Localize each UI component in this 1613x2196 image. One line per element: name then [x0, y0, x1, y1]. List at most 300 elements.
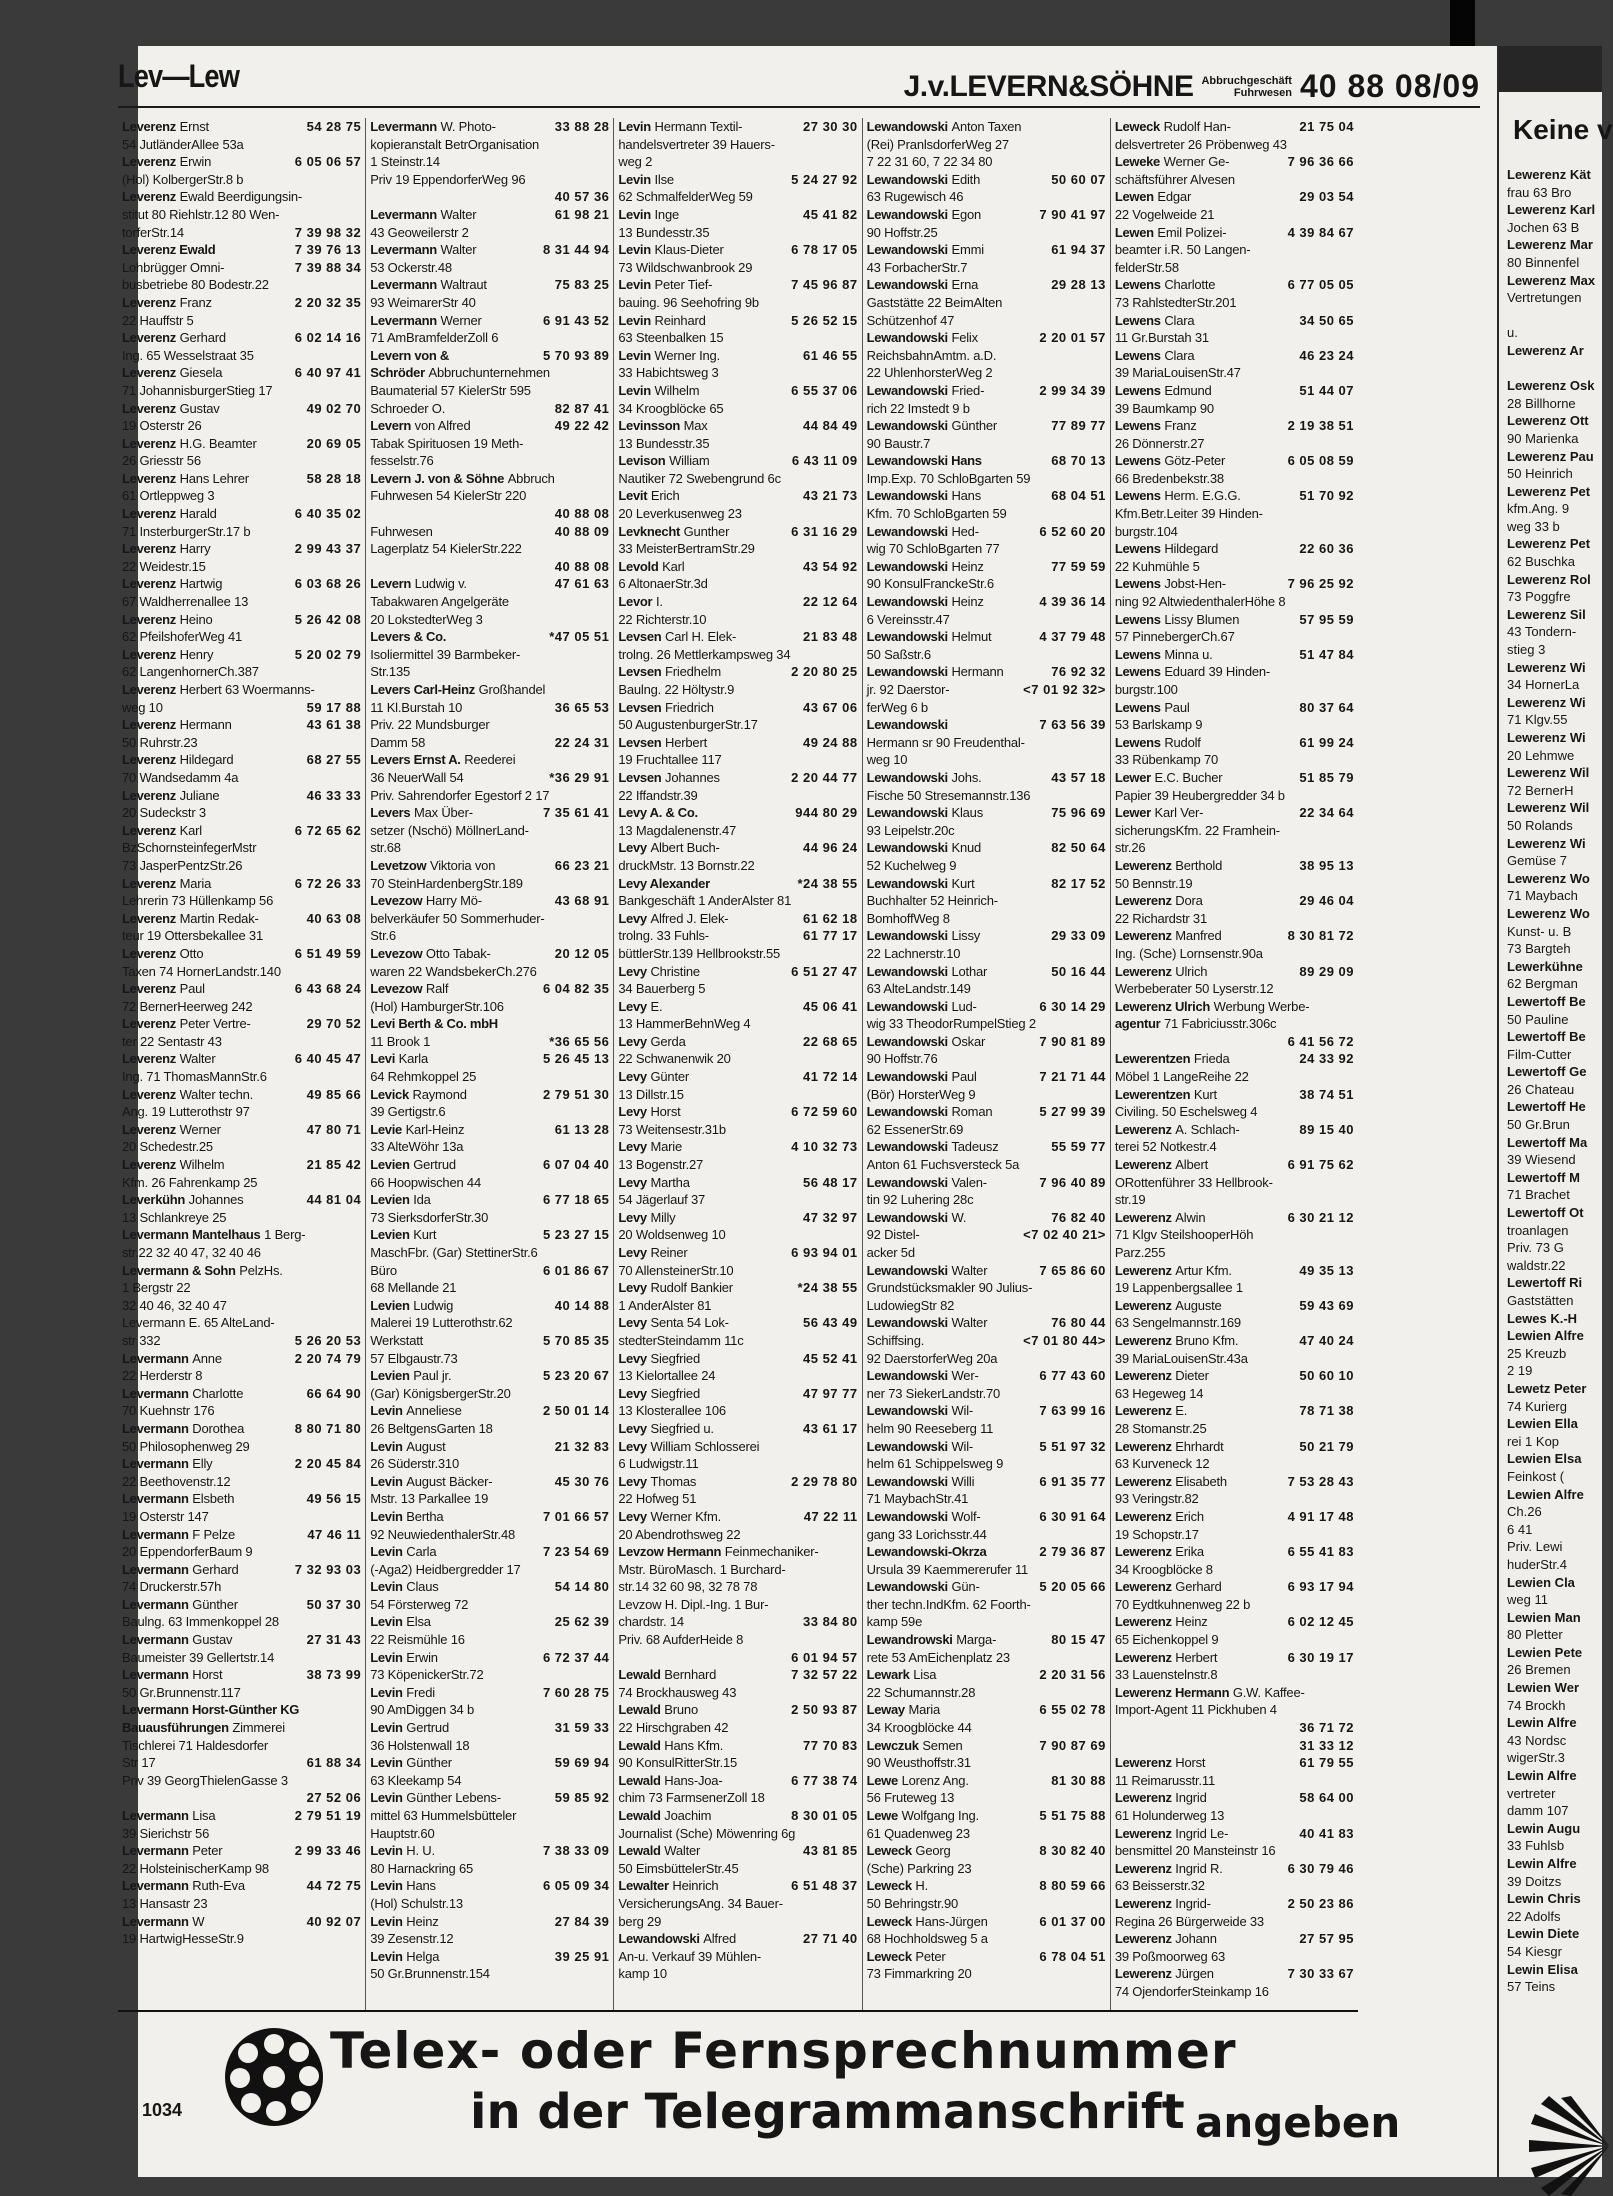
listing-line	[1115, 1631, 1354, 1649]
listing-detail: Karla	[398, 1051, 429, 1067]
listing-detail: 20 Leverkusenweg 23	[618, 506, 742, 522]
listing-detail: wig 70 SchloBgarten 77	[866, 541, 1000, 557]
listing-detail: Erika	[1175, 1544, 1204, 1560]
listing-phone: 6 30 91 64	[1039, 1508, 1106, 1524]
listing-phone: 82 87 41	[554, 400, 610, 416]
listing-line	[1115, 1473, 1354, 1491]
adjacent-page-line: Lewerenz Wi	[1507, 694, 1586, 710]
listing-line	[122, 417, 361, 435]
listing-line	[1115, 910, 1354, 928]
listing-name: Lewens	[1114, 488, 1161, 504]
listing-detail: ning 92 AltwiedenthalerHöhe 8	[1114, 594, 1286, 610]
listing-phone: 6 77 05 05	[1287, 277, 1355, 293]
listing-detail: Clara	[1164, 312, 1195, 328]
listing-line	[370, 1015, 609, 1033]
listing-phone: 7 90 81 89	[1039, 1033, 1106, 1049]
listing-detail: Ingrid Le-	[1175, 1825, 1229, 1841]
listing-line	[1115, 259, 1354, 277]
listing-line	[122, 487, 361, 505]
listing-line	[1115, 417, 1354, 435]
listing-name: Bauausführungen	[122, 1720, 229, 1736]
listing-name: Levermann	[122, 1913, 189, 1929]
listing-detail: 62 SchmalfelderWeg 59	[618, 189, 753, 205]
listing-detail: Fische 50 Stresemannstr.136	[866, 787, 1031, 803]
listing-line	[122, 751, 361, 769]
listing-detail: (Hol) Schulstr.13	[370, 1895, 463, 1911]
listing-detail: 90 AmDiggen 34 b	[370, 1702, 474, 1718]
listing-detail: Ewald Beerdigungsin-	[179, 189, 303, 205]
listing-detail: 57 PinnebergerCh.67	[1114, 629, 1235, 645]
listing-line	[1115, 593, 1354, 611]
adjacent-page-line: Lewertoff Be	[1507, 993, 1586, 1009]
listing-phone: 68 27 55	[306, 752, 362, 768]
listing-line	[370, 1631, 609, 1649]
listing-detail: 68 Hochholdsweg 5 a	[866, 1931, 988, 1947]
listing-detail: Klaus-Dieter	[654, 242, 724, 258]
listing-detail: Kfm.Betr.Leiter 39 Hinden-	[1114, 506, 1263, 522]
listing-line	[618, 998, 857, 1016]
listing-line	[867, 1490, 1106, 1508]
listing-detail: Paul	[1164, 699, 1190, 715]
listing-phone: *36 29 91	[549, 769, 610, 785]
listing-detail: str 332	[122, 1332, 161, 1348]
listing-line	[867, 1737, 1106, 1755]
listing-detail: Peter	[915, 1948, 946, 1964]
listing-detail: Herm. E.G.G.	[1164, 488, 1241, 504]
listing-line	[370, 1385, 609, 1403]
adjacent-page-line: 50 Rolands	[1507, 817, 1573, 833]
listing-phone: 56 43 49	[803, 1315, 858, 1331]
listing-detail: Möbel 1 LangeReihe 22	[1114, 1069, 1249, 1085]
listing-line	[370, 382, 609, 400]
listing-name: Lewandowski	[866, 1315, 948, 1331]
listing-phone: 61 77 17	[803, 928, 858, 944]
listing-name: Lewens	[1114, 382, 1161, 398]
listing-line	[867, 1930, 1106, 1948]
listing-detail: Isoliermittel 39 Barmbeker-	[370, 646, 521, 662]
listing-line	[370, 171, 609, 189]
listing-name: Leverenz	[122, 294, 176, 310]
listing-phone: 6 30 79 46	[1287, 1860, 1355, 1876]
listing-phone: 944 80 29	[795, 805, 858, 821]
listing-detail: Abbruchunternehmen	[428, 365, 550, 381]
listing-detail: Nautiker 72 Swebengrund 6c	[618, 470, 781, 486]
listing-name: Levermann	[370, 277, 437, 293]
listing-line	[867, 1631, 1106, 1649]
listing-detail: W	[192, 1913, 205, 1929]
listing-phone: 44 96 24	[803, 840, 858, 856]
listing-detail: Peter	[192, 1843, 223, 1859]
listing-name: Lewandowski	[866, 1209, 948, 1225]
listing-phone: 2 20 01 57	[1039, 330, 1106, 346]
listing-name: Lewandowski	[866, 875, 948, 891]
listing-phone: 2 50 93 87	[791, 1702, 858, 1718]
listing-detail: 74 OjendorferSteinkamp 16	[1114, 1983, 1269, 1999]
listing-detail	[618, 1650, 621, 1665]
listing-name: Lewandowski	[866, 277, 948, 293]
listing-detail: H.G. Beamter	[179, 435, 257, 451]
listing-phone: 5 51 97 32	[1039, 1438, 1106, 1454]
adjacent-page-line: 74 Kurierg	[1507, 1398, 1567, 1414]
listing-detail: Erich	[650, 488, 680, 504]
listing-detail: Schützenhof 47	[866, 312, 955, 328]
listing-line	[867, 769, 1106, 787]
listing-name: Levin	[370, 1614, 403, 1630]
listing-name: Levy	[618, 1473, 647, 1489]
listing-line	[1115, 734, 1354, 752]
listing-line	[122, 329, 361, 347]
adjacent-page-line: Lewerenz Pau	[1507, 448, 1594, 464]
listing-line	[122, 769, 361, 787]
listing-detail: 13 Bundesstr.35	[618, 435, 710, 451]
listing-line	[618, 1860, 857, 1878]
listing-line	[867, 206, 1106, 224]
listing-phone: 29 28 13	[1051, 277, 1106, 293]
listing-line	[867, 1438, 1106, 1456]
listing-phone: 6 55 02 78	[1039, 1702, 1106, 1718]
listing-line	[867, 1613, 1106, 1631]
listing-detail: 13 Hansastr 23	[122, 1895, 208, 1911]
listing-name: Lewerenz	[1114, 1121, 1172, 1137]
listing-detail: 19 HartwigHesseStr.9	[122, 1931, 244, 1947]
listing-line	[122, 1877, 361, 1895]
listing-line	[618, 540, 857, 558]
listing-name: Leverenz	[122, 611, 176, 627]
listing-detail: Ing. 65 Wesselstraat 35	[122, 347, 254, 363]
listing-name: Levin	[370, 1403, 403, 1419]
adjacent-page-line: Lewerenz Rol	[1507, 571, 1591, 587]
listing-phone: 21 75 04	[1299, 119, 1355, 134]
listing-line	[122, 1543, 361, 1561]
listing-line	[370, 188, 609, 206]
listing-phone: 55 59 77	[1051, 1139, 1106, 1155]
adjacent-page-line: Feinkost (	[1507, 1468, 1565, 1484]
adjacent-page-line: Lewertoff Ot	[1507, 1205, 1584, 1221]
listing-phone: 34 50 65	[1299, 312, 1355, 328]
listing-line	[1115, 787, 1354, 805]
listing-detail: 22 UhlenhorsterWeg 2	[866, 365, 993, 381]
listing-name: Levick	[370, 1086, 409, 1102]
listing-line	[867, 839, 1106, 857]
listing-detail: Elsbeth	[192, 1491, 235, 1507]
listing-line	[1115, 1613, 1354, 1631]
listing-line	[370, 734, 609, 752]
adjacent-page-line: 54 Kiesgr	[1507, 1943, 1562, 1959]
listing-phone: 49 02 70	[306, 400, 362, 416]
listing-detail: 36 Holstenwall 18	[370, 1737, 470, 1753]
listing-phone: 7 90 41 97	[1039, 206, 1106, 222]
listing-line	[1115, 382, 1354, 400]
listing-line	[867, 804, 1106, 822]
listing-line	[370, 1314, 609, 1332]
listing-detail: Taxen 74 HornerLandstr.140	[122, 963, 281, 979]
listing-line	[370, 1455, 609, 1473]
listing-line	[618, 206, 857, 224]
listing-line	[618, 1209, 857, 1227]
listing-line	[618, 487, 857, 505]
adjacent-page-line: Lewerenz Wil	[1507, 765, 1590, 781]
listing-name: Leweke	[1114, 154, 1160, 170]
listing-phone: 6 72 26 33	[294, 875, 362, 891]
listing-line	[618, 1156, 857, 1174]
listing-line	[867, 1508, 1106, 1526]
listing-line	[867, 681, 1106, 699]
listing-line	[1115, 1825, 1354, 1843]
listing-detail: Jobst-Hen-	[1164, 576, 1226, 592]
listing-detail: ReichsbahnAmtm. a.D.	[866, 347, 997, 363]
listing-line	[370, 1666, 609, 1684]
listing-detail: Maria	[908, 1702, 940, 1718]
listing-line	[867, 558, 1106, 576]
listing-detail: Gustav	[179, 400, 220, 416]
listing-name: Lewandowski	[866, 1473, 948, 1489]
listing-line	[1115, 892, 1354, 910]
listing-line	[370, 136, 609, 154]
listing-name: Lewerenz	[1114, 1825, 1172, 1841]
listing-line	[867, 699, 1106, 717]
listing-detail: Claus	[406, 1579, 439, 1595]
listing-line	[618, 224, 857, 242]
listing-line	[618, 1684, 857, 1702]
listing-line	[122, 1121, 361, 1139]
listing-line	[122, 382, 361, 400]
listing-line	[618, 1121, 857, 1139]
listing-detail: Reinhard	[654, 312, 706, 328]
listing-line	[867, 910, 1106, 928]
listing-detail: Milly	[650, 1209, 676, 1225]
listing-detail: 52 Kuchelweg 9	[866, 857, 957, 873]
adjacent-page-line: Jochen 63 B	[1507, 219, 1580, 235]
listing-phone: 7 38 33 09	[542, 1843, 610, 1859]
listing-detail: Kurt	[951, 875, 975, 891]
listing-line	[122, 1367, 361, 1385]
listing-detail: 22 Hofweg 51	[618, 1491, 697, 1507]
listing-line	[122, 716, 361, 734]
listing-line	[122, 804, 361, 822]
listing-name: Lewandowski Hans	[866, 453, 982, 469]
listing-detail: 66 Hoopwischen 44	[370, 1174, 481, 1190]
listing-phone: 43 81 85	[803, 1843, 858, 1859]
listing-line	[370, 1121, 609, 1139]
listing-line	[122, 1279, 361, 1297]
listing-detail: Anton Taxen	[951, 119, 1022, 134]
listing-phone: 58 64 00	[1299, 1790, 1355, 1806]
listing-name: Leverenz	[122, 981, 176, 997]
listing-detail: Wil-	[951, 1438, 974, 1454]
listing-name: Lewerenz	[1114, 1508, 1172, 1524]
listing-name: Levin	[618, 171, 651, 187]
listing-detail: Gustav	[192, 1632, 233, 1648]
adjacent-page-line: rei 1 Kop	[1507, 1433, 1560, 1449]
listing-line	[618, 470, 857, 488]
listing-line	[867, 523, 1106, 541]
adjacent-page-line: Ch.26	[1507, 1504, 1542, 1520]
adjacent-page-line: u.	[1507, 325, 1518, 341]
listing-line	[867, 1965, 1106, 1983]
listing-detail: weg 2	[618, 154, 653, 170]
listing-detail: 36 NeuerWall 54	[370, 769, 464, 785]
listing-phone: 22 68 65	[803, 1033, 858, 1049]
listing-line	[867, 1068, 1106, 1086]
listing-phone: 5 23 20 67	[542, 1368, 610, 1384]
listing-name: Levin	[370, 1649, 403, 1665]
listing-line	[1115, 1121, 1354, 1139]
listing-detail: 50 Gr.Brunnenstr.117	[122, 1684, 241, 1700]
listing-line	[618, 1385, 857, 1403]
listing-detail: Malerei 19 Lutterothstr.62	[370, 1315, 513, 1331]
listing-detail: 28 Stomanstr.25	[1114, 1420, 1207, 1436]
listing-line	[867, 1086, 1106, 1104]
listing-name: Levy	[618, 1315, 647, 1331]
listing-line	[618, 417, 857, 435]
listing-detail: Lud-	[951, 998, 977, 1014]
listing-name: Levermann	[122, 1596, 189, 1612]
listing-line	[867, 1033, 1106, 1051]
listing-line	[122, 663, 361, 681]
listing-phone: <7 01 80 44>	[1023, 1332, 1106, 1348]
listing-line	[1115, 294, 1354, 312]
listing-detail: Klaus	[951, 805, 983, 821]
listing-phone: *47 05 51	[549, 629, 610, 645]
listing-phone: 47 80 71	[306, 1121, 362, 1137]
listing-phone: 21 83 48	[803, 629, 858, 645]
adjacent-page-line: 20 Lehmwe	[1507, 747, 1575, 763]
listing-line	[867, 628, 1106, 646]
listing-name: Levermann	[370, 312, 437, 328]
listing-phone: 41 72 14	[803, 1069, 858, 1085]
listing-detail: 22 Weidestr.15	[122, 558, 206, 574]
listing-phone: 6 77 38 74	[791, 1772, 858, 1788]
listing-name: Lewald	[618, 1772, 661, 1788]
listing-detail: Johannes	[665, 769, 720, 785]
listing-name: Levermann	[122, 1526, 189, 1542]
listing-name: Leverenz	[122, 1121, 176, 1137]
listing-name: Levy	[618, 1069, 647, 1085]
listing-line	[618, 1314, 857, 1332]
listing-line	[1115, 540, 1354, 558]
listing-line	[618, 1473, 857, 1491]
listing-line	[122, 1666, 361, 1684]
listing-detail: Edmund	[1164, 382, 1212, 398]
listing-line	[867, 435, 1106, 453]
listing-detail: 71 InsterburgerStr.17 b	[122, 523, 251, 539]
listing-phone: 51 47 84	[1299, 646, 1355, 662]
listing-line	[370, 1438, 609, 1456]
listing-line	[1115, 1068, 1354, 1086]
listing-line	[370, 1543, 609, 1561]
listing-detail: Charlotte	[192, 1385, 244, 1401]
adjacent-page-line: Lewin Augu	[1507, 1820, 1581, 1836]
listing-line	[122, 1737, 361, 1755]
listing-name: Leverenz	[122, 717, 176, 733]
listing-phone: 6 52 60 20	[1039, 523, 1106, 539]
listing-detail: 80 Harnackring 65	[370, 1860, 474, 1876]
listing-line	[1115, 1842, 1354, 1860]
listing-phone: <7 01 92 32>	[1023, 682, 1106, 697]
listing-name: Leweck	[866, 1843, 912, 1859]
listing-detail: Albert Buch-	[650, 840, 720, 856]
adjacent-page-line: 26 Bremen	[1507, 1662, 1571, 1678]
listing-line	[122, 611, 361, 629]
listing-name: Lewandowski	[866, 664, 948, 680]
listing-line	[122, 1578, 361, 1596]
listing-line	[867, 540, 1106, 558]
listing-phone: 2 50 01 14	[542, 1403, 610, 1419]
listing-phone: 7 23 54 69	[542, 1544, 610, 1560]
listing-name: Lewerenz	[1114, 1579, 1172, 1595]
listing-detail: 22 Iffandstr.39	[618, 787, 698, 803]
listing-name: Lewens	[1114, 664, 1161, 680]
listing-line	[1115, 523, 1354, 541]
listing-phone: 6 91 75 62	[1287, 1157, 1355, 1173]
adjacent-page-line: 71 Klgv.55	[1507, 712, 1568, 728]
listing-detail: Mstr. BüroMasch. 1 Burchard-	[618, 1561, 786, 1577]
listing-phone: 6 72 37 44	[542, 1649, 610, 1665]
listing-line	[618, 1068, 857, 1086]
listing-detail: Friedhelm	[665, 664, 722, 680]
listing-detail: 11 Gr.Burstah 31	[1114, 330, 1209, 346]
listing-line	[618, 1490, 857, 1508]
listing-name: Lewandowski	[866, 594, 948, 610]
listing-detail: schäftsführer Alvesen	[1114, 171, 1235, 187]
listing-detail: Carla	[406, 1544, 437, 1560]
listing-line	[370, 1578, 609, 1596]
listing-line	[370, 927, 609, 945]
listing-line	[370, 487, 609, 505]
listing-detail: Str.135	[370, 664, 410, 680]
listing-detail: Werbeberater 50 Lyserstr.12	[1114, 981, 1274, 997]
banner-line-1: Telex- oder Fernsprechnummer	[330, 2022, 1237, 2080]
listing-detail: Viktoria von	[429, 857, 496, 873]
listing-line	[618, 857, 857, 875]
listing-detail: Rudolf Han-	[1163, 119, 1231, 134]
adjacent-page-line: frau 63 Bro	[1507, 184, 1572, 200]
listing-name: Levermann	[122, 1561, 189, 1577]
listing-detail: Siegfried	[650, 1385, 700, 1401]
listing-detail: Tischlerei 71 Haldesdorfer	[122, 1737, 269, 1753]
listing-phone: 7 96 25 92	[1287, 576, 1355, 592]
listing-line	[1115, 822, 1354, 840]
listing-name: Lewalter	[618, 1878, 669, 1894]
listing-name: Levknecht	[618, 523, 681, 539]
listing-phone: 31 33 12	[1299, 1737, 1355, 1753]
listing-detail: Horst	[1175, 1755, 1206, 1771]
listing-line	[370, 1877, 609, 1895]
adjacent-page-line: Lewien Alfre	[1507, 1486, 1584, 1502]
listing-detail: Franz	[179, 294, 212, 310]
listing-line	[370, 998, 609, 1016]
listing-line	[618, 1613, 857, 1631]
adjacent-page-line: 6 41	[1507, 1521, 1533, 1537]
listing-detail: Karl Ver-	[1154, 805, 1204, 821]
listing-name: Lewens	[1114, 453, 1161, 469]
listing-detail: felderStr.58	[1114, 259, 1179, 275]
listing-phone: 27 84 39	[554, 1913, 610, 1929]
listing-detail: (Rei) PranlsdorferWeg 27	[866, 136, 1009, 152]
listing-line	[867, 963, 1106, 981]
listing-phone: 45 52 41	[803, 1350, 858, 1366]
listing-detail: Siegfried	[650, 1350, 700, 1366]
listing-detail	[370, 559, 373, 574]
listing-detail: 90 KonsulRitterStr.15	[618, 1755, 738, 1771]
listing-line	[122, 1402, 361, 1420]
listing-line	[867, 663, 1106, 681]
listing-name: Leverenz	[122, 1086, 176, 1102]
listing-name: Lewczuk	[866, 1737, 919, 1753]
listing-line	[370, 822, 609, 840]
listing-line	[1115, 400, 1354, 418]
listing-detail: Rudolf	[1164, 734, 1201, 750]
